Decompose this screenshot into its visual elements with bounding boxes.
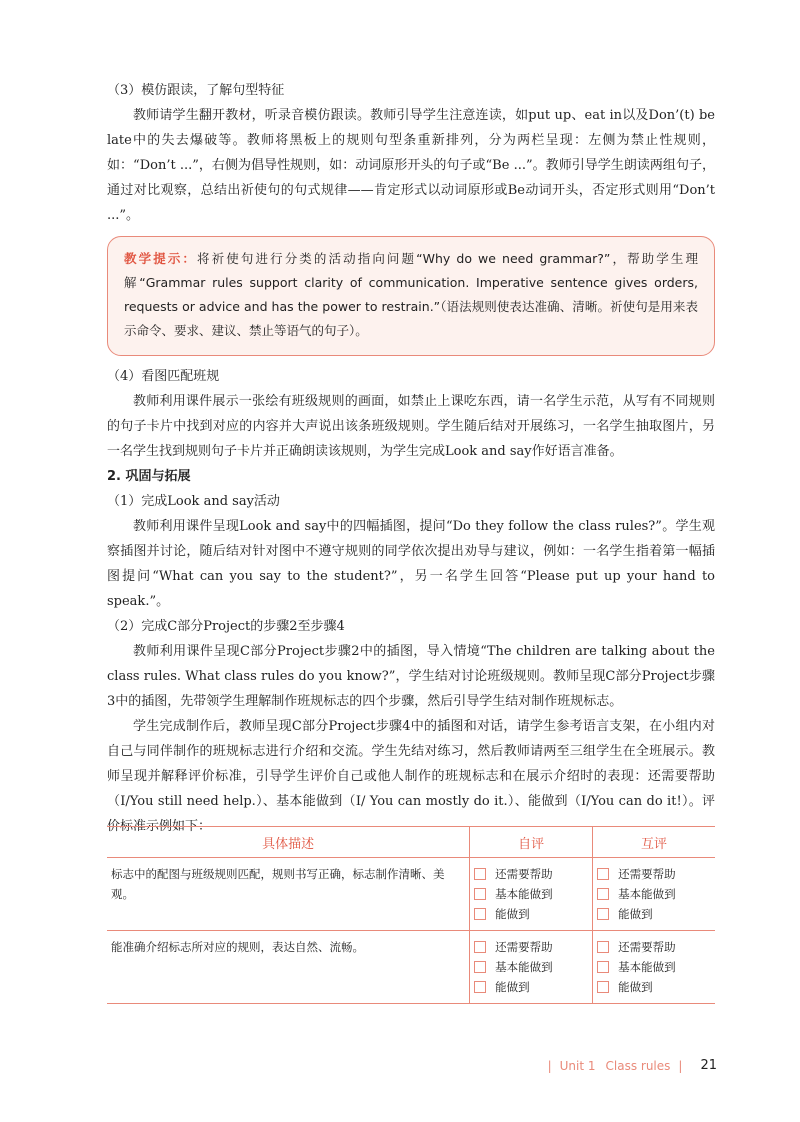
part-2-1-title: （1）完成Look and say活动	[107, 494, 280, 509]
page-content	[107, 78, 715, 839]
evaluation-table	[107, 826, 715, 1004]
option-label: 基本能做到	[495, 887, 553, 901]
option-label: 还需要帮助	[618, 940, 676, 954]
page-number: 21	[700, 1058, 717, 1073]
option-label: 基本能做到	[618, 887, 676, 901]
option-label: 还需要帮助	[495, 867, 553, 881]
option-need-help[interactable]	[474, 864, 586, 884]
option-need-help[interactable]	[474, 937, 586, 957]
table-header-row	[107, 827, 715, 858]
footer-unit-title: Class rules	[605, 1058, 671, 1073]
checkbox[interactable]	[597, 868, 609, 880]
part-2-2-paragraph-1: 教师利用课件呈现C部分Project步骤2中的插图，导入情境“The children are talking about the class rules. What class rules do you know?”，学生结对讨论班级规则。教师呈现C部分Project步骤3中的插图，先带领学生理解制作班规标志的四个步骤，然后引导学生结对制作班规标志。	[107, 644, 715, 709]
option-label: 基本能做到	[495, 960, 553, 974]
checkbox[interactable]	[597, 941, 609, 953]
checkbox[interactable]	[597, 908, 609, 920]
section-4-title: （4）看图匹配班规	[107, 369, 220, 384]
teaching-tip-text: 将祈使句进行分类的活动指向问题“Why do we need grammar?”，帮助学生理解“Grammar rules support clarity of communication. Imperative sentence gives orders, requests or advice and has the power to restrain.”（语法规则使表达准确、清晰。祈使句是用来表示命令、要求、建议、禁止等语气的句子）。	[124, 251, 698, 338]
checkbox[interactable]	[474, 888, 486, 900]
option-mostly[interactable]	[597, 884, 709, 904]
part-2-2-title: （2）完成C部分Project的步骤2至步骤4	[107, 619, 345, 634]
header-peer-eval: 互评	[593, 827, 715, 858]
option-mostly[interactable]	[597, 957, 709, 977]
checkbox[interactable]	[474, 961, 486, 973]
peer-eval-options	[593, 931, 715, 1004]
option-label: 基本能做到	[618, 960, 676, 974]
row-description: 能准确介绍标志所对应的规则，表达自然、流畅。	[107, 931, 470, 1004]
checkbox[interactable]	[597, 981, 609, 993]
part-2-2-paragraph-2: 学生完成制作后，教师呈现C部分Project步骤4中的插图和对话，请学生参考语言支架，在小组内对自己与同伴制作的班规标志进行介绍和交流。学生先结对练习，然后教师请两至三组学生在全班展示。教师呈现并解释评价标准，引导学生评价自己或他人制作的班规标志和在展示介绍时的表现：还需要帮助（I/You still need help.）、基本能做到（I/ You can mostly do it.）、能做到（I/You can do it!）。评价标准示例如下：	[107, 719, 715, 834]
option-label: 能做到	[618, 907, 653, 921]
part-2-title: 2. 巩固与拓展	[107, 469, 191, 484]
header-self-eval: 自评	[470, 827, 593, 858]
part-2-1-paragraph: 教师利用课件呈现Look and say中的四幅插图，提问“Do they follow the class rules?”。学生观察插图并讨论，随后结对针对图中不遵守规则的同学依次提出劝导与建议，例如：一名学生指着第一幅插图提问“What can you say to the student?”，另一名学生回答“Please put up your hand to speak.”。	[107, 519, 715, 609]
option-need-help[interactable]	[597, 937, 709, 957]
option-label: 能做到	[495, 980, 530, 994]
footer-divider: |	[678, 1058, 683, 1073]
checkbox[interactable]	[474, 941, 486, 953]
section-3-paragraph: 教师请学生翻开教材，听录音模仿跟读。教师引导学生注意连读，如put up、eat in以及Don’(t) be late中的失去爆破等。教师将黑板上的规则句型条重新排列，分为两栏呈现：左侧为禁止性规则，如：“Don’t ...”，右侧为倡导性规则，如：动词原形开头的句子或“Be ...”。教师引导学生朗读两组句子，通过对比观察，总结出祈使句的句式规律——肯定形式以动词原形或Be动词开头，否定形式则用“Don’t ...”。	[107, 108, 715, 223]
checkbox[interactable]	[474, 868, 486, 880]
option-label: 能做到	[495, 907, 530, 921]
option-mostly[interactable]	[474, 884, 586, 904]
checkbox[interactable]	[597, 961, 609, 973]
header-description: 具体描述	[107, 827, 470, 858]
option-label: 能做到	[618, 980, 653, 994]
peer-eval-options	[593, 858, 715, 931]
checkbox[interactable]	[597, 888, 609, 900]
option-label: 还需要帮助	[618, 867, 676, 881]
row-description: 标志中的配图与班级规则匹配，规则书写正确，标志制作清晰、美观。	[107, 858, 470, 931]
table-row	[107, 931, 715, 1004]
self-eval-options	[470, 931, 593, 1004]
footer-divider: |	[547, 1058, 552, 1073]
option-can-do[interactable]	[597, 904, 709, 924]
option-can-do[interactable]	[474, 904, 586, 924]
checkbox[interactable]	[474, 981, 486, 993]
option-can-do[interactable]	[474, 977, 586, 997]
checkbox[interactable]	[474, 908, 486, 920]
section-4-paragraph: 教师利用课件展示一张绘有班级规则的画面，如禁止上课吃东西，请一名学生示范，从写有不同规则的句子卡片中找到对应的内容并大声说出该条班级规则。学生随后结对开展练习，一名学生抽取图片，另一名学生找到规则句子卡片并正确朗读该规则，为学生完成Look and say作好语言准备。	[107, 394, 715, 459]
self-eval-options	[470, 858, 593, 931]
teaching-tip-box	[107, 236, 715, 356]
option-label: 还需要帮助	[495, 940, 553, 954]
footer-unit: Unit 1	[559, 1058, 596, 1073]
teaching-tip-label: 教学提示：	[124, 251, 198, 266]
page-footer	[540, 1058, 717, 1073]
option-need-help[interactable]	[597, 864, 709, 884]
section-3-title: （3）模仿跟读，了解句型特征	[107, 83, 285, 98]
table-row	[107, 858, 715, 931]
option-can-do[interactable]	[597, 977, 709, 997]
option-mostly[interactable]	[474, 957, 586, 977]
